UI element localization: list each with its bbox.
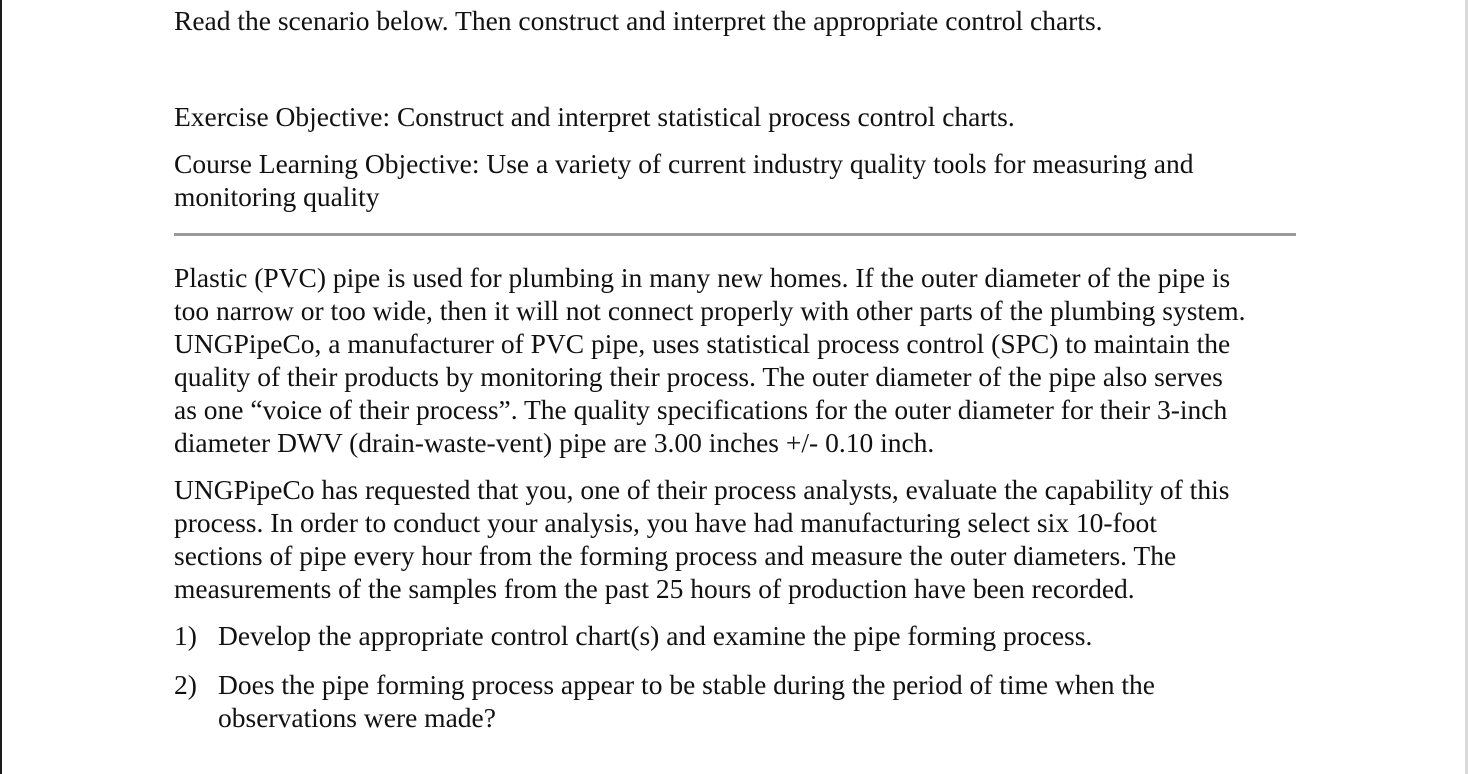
paragraph-line: UNGPipeCo, a manufacturer of PVC pipe, uses statistical process control (SPC) to maintain the xyxy=(174,328,1231,359)
paragraph-line: as one “voice of their process”. The quality specifications for the outer diameter for their 3-inch xyxy=(174,394,1228,425)
question-text: Develop the appropriate control chart(s) and examine the pipe forming process. xyxy=(218,620,1093,651)
question-number: 2) xyxy=(174,669,197,700)
question-text: observations were made? xyxy=(218,702,496,733)
paragraph-line: measurements of the samples from the past 25 hours of production have been recorded. xyxy=(174,573,1135,604)
course-objective-line-2: monitoring quality xyxy=(174,181,380,212)
paragraph-line: too narrow or too wide, then it will not connect properly with other parts of the plumbing system. xyxy=(174,295,1246,326)
question-number: 1) xyxy=(174,620,197,651)
paragraph-line: diameter DWV (drain-waste-vent) pipe are 3.00 inches +/- 0.10 inch. xyxy=(174,427,935,458)
paragraph-line: sections of pipe every hour from the forming process and measure the outer diameters. The xyxy=(174,540,1177,571)
paragraph-line: Plastic (PVC) pipe is used for plumbing in many new homes. If the outer diameter of the pipe is xyxy=(174,262,1231,293)
paragraph-line: quality of their products by monitoring their process. The outer diameter of the pipe also serves xyxy=(174,361,1223,392)
paragraph-line: UNGPipeCo has requested that you, one of their process analysts, evaluate the capability of this xyxy=(174,474,1230,505)
course-objective-line-1: Course Learning Objective: Use a variety of current industry quality tools for measuring and xyxy=(174,148,1194,179)
section-divider xyxy=(174,233,1296,236)
paragraph-line: process. In order to conduct your analysis, you have had manufacturing select six 10-foot xyxy=(174,507,1157,538)
left-border xyxy=(0,0,2,774)
intro-text: Read the scenario below. Then construct and interpret the appropriate control charts. xyxy=(174,5,1103,36)
question-text: Does the pipe forming process appear to be stable during the period of time when the xyxy=(218,669,1156,700)
exercise-objective: Exercise Objective: Construct and interpret statistical process control charts. xyxy=(174,101,1015,132)
